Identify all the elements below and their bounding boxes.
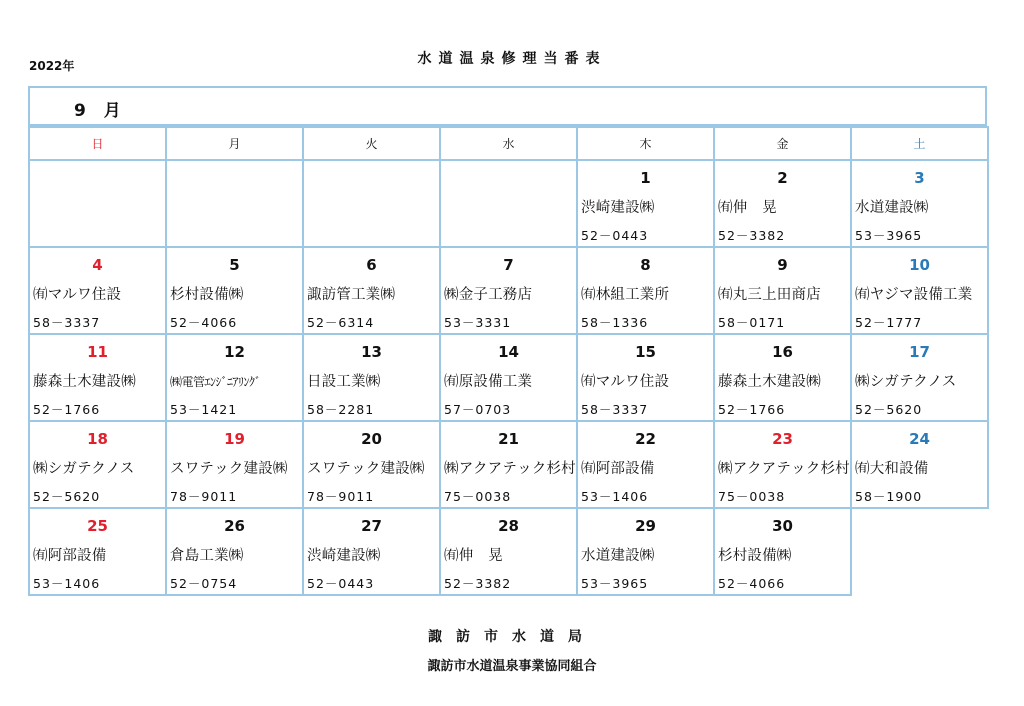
footer-union: 諏訪市水道温泉事業協同組合 (427, 659, 597, 674)
phone-number: 53－1406 (33, 576, 101, 591)
company-name: 水道建設㈱ (581, 548, 655, 564)
company-name: ㈱シガテクノス (855, 374, 957, 390)
company-name: ㈲丸三上田商店 (718, 287, 821, 303)
day-number: 6 (366, 256, 377, 274)
company-name: 水道建設㈱ (855, 200, 929, 216)
day-cell (714, 421, 851, 508)
company-name: 諏訪管工業㈱ (307, 287, 396, 303)
day-cell (577, 334, 714, 421)
phone-number: 57－0703 (444, 402, 512, 417)
page-title: 水道温泉修理当番表 (417, 51, 607, 67)
company-name: 倉島工業㈱ (170, 548, 244, 564)
phone-number: 58－3337 (33, 315, 101, 330)
day-cell (851, 247, 988, 334)
day-number: 10 (909, 256, 930, 274)
day-cell (440, 334, 577, 421)
outside-cell (851, 508, 988, 595)
day-cell (577, 247, 714, 334)
company-name: 藤森土木建設㈱ (33, 374, 136, 390)
month-label: 9 月 (74, 101, 127, 121)
day-cell (166, 421, 303, 508)
day-cell (440, 421, 577, 508)
day-number: 21 (498, 430, 519, 448)
day-number: 28 (498, 517, 519, 535)
company-name: ㈲伸 晃 (718, 200, 777, 216)
weekday-header: 木 (577, 127, 714, 160)
company-name: スワテック建設㈱ (170, 461, 288, 477)
phone-number: 58－0171 (718, 315, 786, 330)
day-number: 29 (635, 517, 656, 535)
phone-number: 58－1900 (855, 489, 923, 504)
day-cell (303, 508, 440, 595)
day-cell (851, 421, 988, 508)
day-cell (440, 247, 577, 334)
day-cell (440, 508, 577, 595)
weekday-header: 火 (303, 127, 440, 160)
phone-number: 53－1406 (581, 489, 649, 504)
day-number: 17 (909, 343, 930, 361)
phone-number: 52－6314 (307, 315, 375, 330)
company-name: ㈲阿部設備 (33, 548, 107, 564)
weekday-row (29, 127, 988, 160)
phone-number: 58－3337 (581, 402, 649, 417)
company-name: スワテック建設㈱ (307, 461, 425, 477)
phone-number: 53－1421 (170, 402, 238, 417)
empty-day-cell (440, 160, 577, 247)
company-name: ㈱シガテクノス (33, 461, 135, 477)
day-number: 20 (361, 430, 382, 448)
day-number: 24 (909, 430, 930, 448)
day-number: 27 (361, 517, 382, 535)
day-number: 4 (92, 256, 103, 274)
company-name: ㈲マルワ住設 (33, 287, 122, 303)
day-number: 25 (87, 517, 108, 535)
company-name: ㈲ヤジマ設備工業 (855, 287, 973, 303)
weekday-header: 水 (440, 127, 577, 160)
duty-calendar (28, 126, 989, 596)
day-cell (714, 334, 851, 421)
day-number: 26 (224, 517, 245, 535)
phone-number: 52－1766 (718, 402, 786, 417)
day-number: 8 (640, 256, 651, 274)
day-cell (29, 247, 166, 334)
company-name: ㈱電管ｴﾝｼﾞﾆｱﾘﾝｸﾞ (170, 375, 261, 389)
company-name: 藤森土木建設㈱ (718, 374, 821, 390)
day-number: 13 (361, 343, 382, 361)
company-name: 杉村設備㈱ (718, 548, 792, 564)
day-number: 5 (229, 256, 240, 274)
phone-number: 53－3331 (444, 315, 512, 330)
phone-number: 52－3382 (718, 228, 786, 243)
day-cell (303, 247, 440, 334)
day-cell (714, 508, 851, 595)
company-name: ㈱アクアテック杉村 (444, 461, 576, 477)
phone-number: 52－1777 (855, 315, 923, 330)
day-number: 15 (635, 343, 656, 361)
company-name: ㈲阿部設備 (581, 461, 655, 477)
day-number: 3 (914, 169, 925, 187)
company-name: ㈲大和設備 (855, 461, 929, 477)
phone-number: 53－3965 (855, 228, 923, 243)
day-cell (29, 508, 166, 595)
calendar-week-row (29, 334, 988, 421)
day-number: 16 (772, 343, 793, 361)
day-number: 23 (772, 430, 793, 448)
empty-day-cell (166, 160, 303, 247)
phone-number: 53－3965 (581, 576, 649, 591)
day-cell (303, 334, 440, 421)
day-number: 14 (498, 343, 519, 361)
weekday-header: 金 (714, 127, 851, 160)
company-name: 日設工業㈱ (307, 374, 381, 390)
day-number: 7 (503, 256, 514, 274)
phone-number: 52－0443 (307, 576, 375, 591)
month-header-box (28, 86, 987, 126)
calendar-week-row (29, 421, 988, 508)
weekday-header: 月 (166, 127, 303, 160)
phone-number: 75－0038 (444, 489, 512, 504)
day-number: 11 (87, 343, 108, 361)
day-number: 9 (777, 256, 788, 274)
company-name: ㈱アクアテック杉村 (718, 461, 850, 477)
phone-number: 78－9011 (170, 489, 238, 504)
phone-number: 52－4066 (718, 576, 786, 591)
day-cell (577, 421, 714, 508)
phone-number: 52－0443 (581, 228, 649, 243)
phone-number: 52－0754 (170, 576, 238, 591)
day-number: 30 (772, 517, 793, 535)
empty-day-cell (29, 160, 166, 247)
day-cell (166, 247, 303, 334)
phone-number: 78－9011 (307, 489, 375, 504)
company-name: 杉村設備㈱ (170, 287, 244, 303)
day-number: 1 (640, 169, 651, 187)
year-label: 2022年 (29, 59, 75, 73)
empty-day-cell (303, 160, 440, 247)
phone-number: 75－0038 (718, 489, 786, 504)
company-name: ㈲林組工業所 (581, 287, 670, 303)
phone-number: 58－1336 (581, 315, 649, 330)
phone-number: 52－3382 (444, 576, 512, 591)
day-number: 22 (635, 430, 656, 448)
phone-number: 58－2281 (307, 402, 375, 417)
day-number: 18 (87, 430, 108, 448)
day-cell (714, 160, 851, 247)
company-name: 渋崎建設㈱ (307, 548, 381, 564)
weekday-header: 土 (851, 127, 988, 160)
footer-organization: 諏訪市水道局 (428, 629, 596, 645)
company-name: 渋崎建設㈱ (581, 200, 655, 216)
company-name: ㈲原設備工業 (444, 374, 533, 390)
day-number: 19 (224, 430, 245, 448)
calendar-week-row (29, 247, 988, 334)
phone-number: 52－5620 (33, 489, 101, 504)
company-name: ㈲伸 晃 (444, 548, 503, 564)
day-number: 2 (777, 169, 788, 187)
calendar-week-row (29, 160, 988, 247)
day-cell (851, 334, 988, 421)
day-number: 12 (224, 343, 245, 361)
day-cell (166, 508, 303, 595)
weekday-header: 日 (29, 127, 166, 160)
day-cell (577, 160, 714, 247)
day-cell (851, 160, 988, 247)
phone-number: 52－5620 (855, 402, 923, 417)
phone-number: 52－1766 (33, 402, 101, 417)
day-cell (29, 334, 166, 421)
phone-number: 52－4066 (170, 315, 238, 330)
day-cell (714, 247, 851, 334)
calendar-week-row (29, 508, 988, 595)
day-cell (303, 421, 440, 508)
day-cell (577, 508, 714, 595)
day-cell (166, 334, 303, 421)
company-name: ㈲マルワ住設 (581, 374, 670, 390)
day-cell (29, 421, 166, 508)
company-name: ㈱金子工務店 (444, 287, 533, 303)
